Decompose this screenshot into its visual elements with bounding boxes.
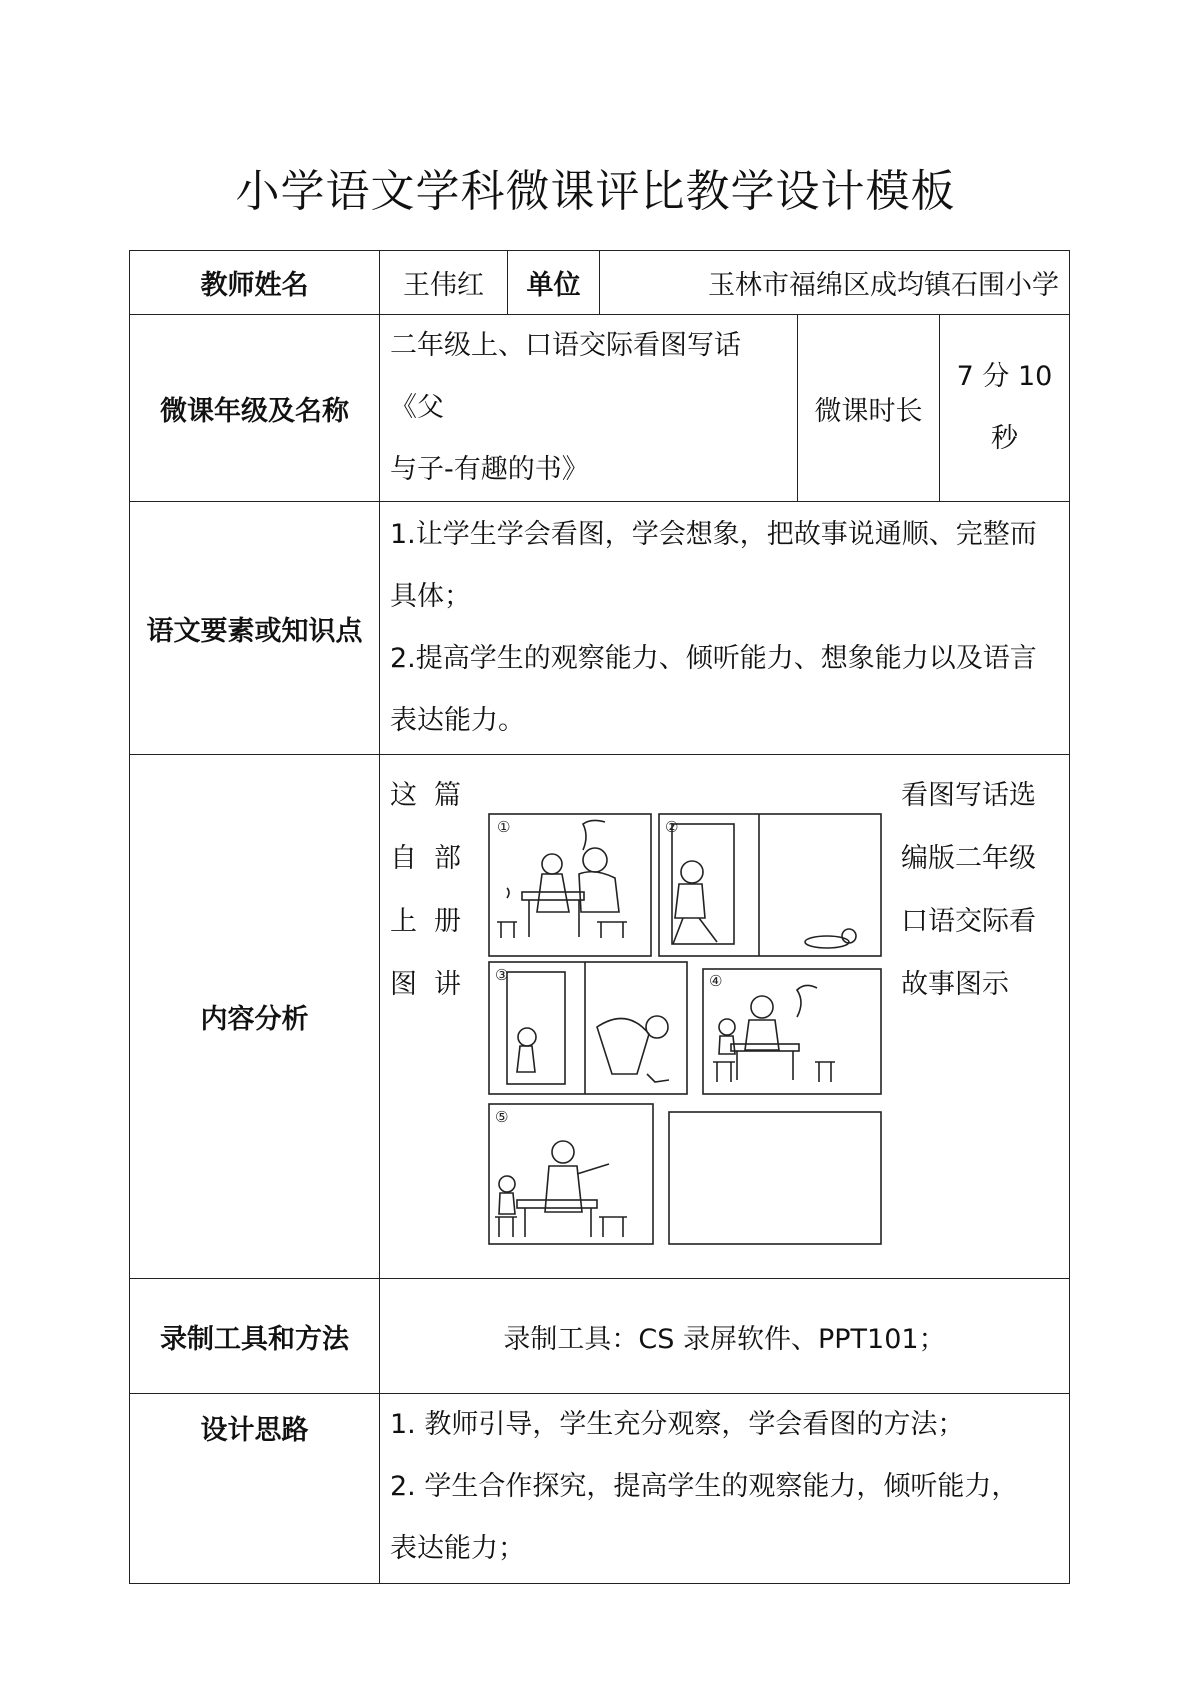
unit-value: 玉林市福绵区成均镇石围小学	[600, 251, 1070, 315]
knowledge-line-4: 表达能力。	[390, 705, 525, 736]
lesson-design-table	[129, 250, 1070, 1584]
duration-line-1: 7 分 10	[956, 361, 1053, 392]
row-course	[130, 315, 1070, 502]
knowledge-line-1: 1.让学生学会看图，学会想象，把故事说通顺、完整而	[390, 519, 1037, 550]
content-left-text: 这 篇 自 部 上 册 图 讲	[390, 779, 461, 1000]
teacher-name-label: 教师姓名	[130, 251, 380, 315]
row-recording	[130, 1279, 1070, 1394]
content-analysis-value	[380, 755, 1070, 1279]
recording-tools-value: 录制工具：CS 录屏软件、PPT101；	[380, 1279, 1070, 1394]
row-knowledge	[130, 502, 1070, 755]
duration-line-2: 秒	[991, 423, 1018, 454]
comic-panel-3	[489, 962, 687, 1094]
panel-number-3: ③	[495, 965, 509, 984]
unit-label: 单位	[508, 251, 600, 315]
row-teacher	[130, 251, 1070, 315]
duration-value	[940, 315, 1070, 502]
recording-tools-label: 录制工具和方法	[130, 1279, 380, 1394]
comic-panel-1	[489, 814, 651, 956]
row-content-analysis	[130, 755, 1070, 1279]
comic-panel-2	[659, 814, 881, 956]
panel-number-1: ①	[497, 817, 511, 836]
course-grade-name-value	[380, 315, 798, 502]
comic-panel-empty	[669, 1112, 881, 1244]
panel-number-5: ⑤	[495, 1107, 509, 1126]
knowledge-value	[380, 502, 1070, 755]
page-title: 小学语文学科微课评比教学设计模板	[235, 166, 956, 217]
course-line-1: 二年级上、口语交际看图写话《父	[390, 330, 741, 423]
row-design-ideas	[130, 1394, 1070, 1584]
design-line-2: 2. 学生合作探究，提高学生的观察能力，倾听能力，	[390, 1471, 1019, 1502]
knowledge-line-2: 具体；	[390, 581, 471, 612]
comic-strip-illustration	[487, 812, 887, 1277]
content-right-text: 看图写话选 编版二年级 口语交际看 故事图示	[901, 779, 1036, 1000]
design-line-3: 表达能力；	[390, 1533, 525, 1564]
knowledge-label: 语文要素或知识点	[130, 502, 380, 755]
design-ideas-value	[380, 1394, 1070, 1584]
content-analysis-label: 内容分析	[130, 755, 380, 1279]
comic-panel-5	[489, 1104, 653, 1244]
course-grade-name-label: 微课年级及名称	[130, 315, 380, 502]
design-ideas-label: 设计思路	[130, 1394, 380, 1584]
comic-panel-4	[703, 969, 881, 1094]
panel-number-4: ④	[709, 971, 723, 990]
teacher-name-value: 王伟红	[380, 251, 508, 315]
design-line-1: 1. 教师引导，学生充分观察，学会看图的方法；	[390, 1409, 965, 1440]
duration-label: 微课时长	[798, 315, 940, 502]
knowledge-line-3: 2.提高学生的观察能力、倾听能力、想象能力以及语言	[390, 643, 1037, 674]
course-line-2: 与子-有趣的书》	[390, 454, 589, 485]
panel-number-2: ②	[665, 817, 679, 836]
